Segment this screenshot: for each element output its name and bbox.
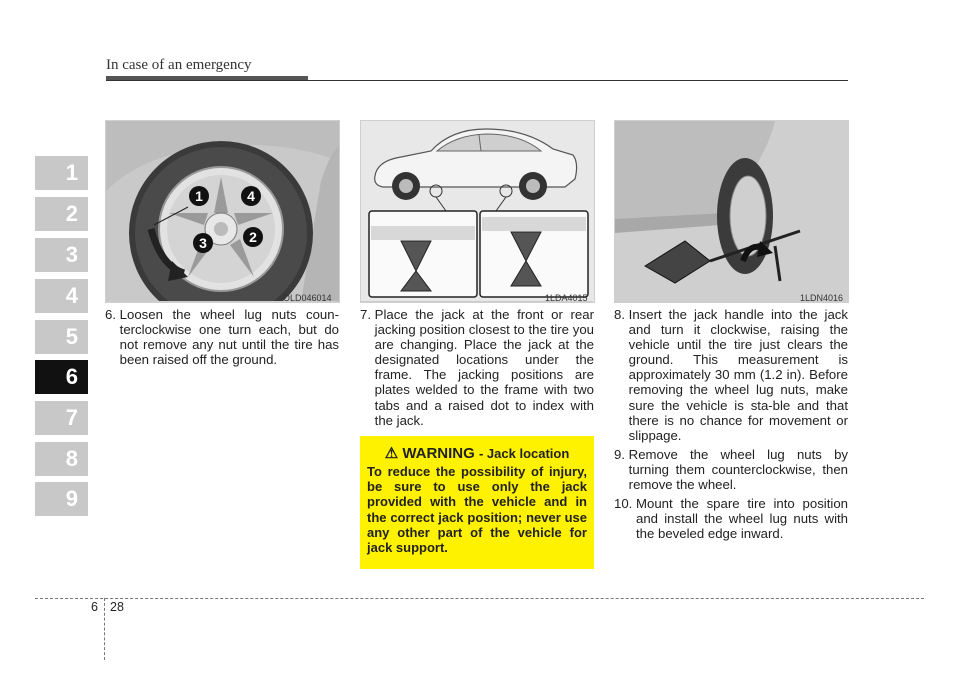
warning-triangle-icon: ⚠ xyxy=(384,445,399,462)
figure-code: 1LDA4015 xyxy=(545,293,588,303)
column-3-text xyxy=(614,307,848,545)
wheel-lug-nut-illustration xyxy=(105,120,340,303)
footer-divider xyxy=(104,598,105,660)
warning-title: ⚠ WARNING - Jack location xyxy=(384,445,570,462)
chapter-tab-2[interactable]: 2 xyxy=(35,197,88,231)
chapter-tab-9[interactable]: 9 xyxy=(35,482,88,516)
warning-box xyxy=(360,436,594,569)
footer-rule xyxy=(35,598,924,599)
warning-text: To reduce the possibility of injury, be sure to use only the jack provided with the vehicle and in the correct jack position; never use any other part of the vehicle for jack support. xyxy=(367,464,587,556)
header-rule xyxy=(106,80,848,81)
chapter-tab-8[interactable]: 8 xyxy=(35,442,88,476)
footer-page-number: 28 xyxy=(110,600,124,614)
marker-4: 4 xyxy=(241,186,261,206)
jack-position-illustration xyxy=(360,120,595,303)
step-7: 7. Place the jack at the front or rear jacking position closest to the tire you are changing. Place the jack at the designated locations under the frame. The jacking positions are plates welded to the frame with two tabs and a raised dot to index with the jack. xyxy=(360,307,594,428)
step-9: 9. Remove the wheel lug nuts by turning them counterclockwise, then remove the wheel. xyxy=(614,446,848,493)
figure-code: 1LDN4016 xyxy=(800,293,844,303)
step-10: 10. Mount the spare tire into position and install the wheel lug nuts with the beveled edge inward. xyxy=(614,496,848,542)
footer-section-number: 6 xyxy=(91,600,98,614)
chapter-tab-7[interactable]: 7 xyxy=(35,401,88,435)
step-6: 6. Loosen the wheel lug nuts coun-terclockwise one turn each, but do not remove any nut until the tire has been raised off the ground. xyxy=(105,307,339,368)
column-2-text xyxy=(360,307,594,432)
chapter-tab-5[interactable]: 5 xyxy=(35,320,88,354)
marker-3: 3 xyxy=(193,233,213,253)
section-header: In case of an emergency xyxy=(106,57,252,73)
column-1-text xyxy=(105,307,339,371)
figure-code: OLD046014 xyxy=(283,293,332,303)
chapter-tab-3[interactable]: 3 xyxy=(35,238,88,272)
marker-2: 2 xyxy=(243,227,263,247)
chapter-tab-1[interactable]: 1 xyxy=(35,156,88,190)
chapter-tab-6[interactable]: 6 xyxy=(35,360,88,394)
marker-1: 1 xyxy=(189,186,209,206)
chapter-tab-4[interactable]: 4 xyxy=(35,279,88,313)
step-8: 8. Insert the jack handle into the jack and turn it clockwise, raising the vehicle until the tire just clears the ground. This measurement is approximately 30 mm (1.2 in). Before removing the wheel lug nuts, make sure the vehicle is sta-ble and that there is no chance for movement or slippage. xyxy=(614,307,848,443)
jack-handle-illustration xyxy=(614,120,849,303)
